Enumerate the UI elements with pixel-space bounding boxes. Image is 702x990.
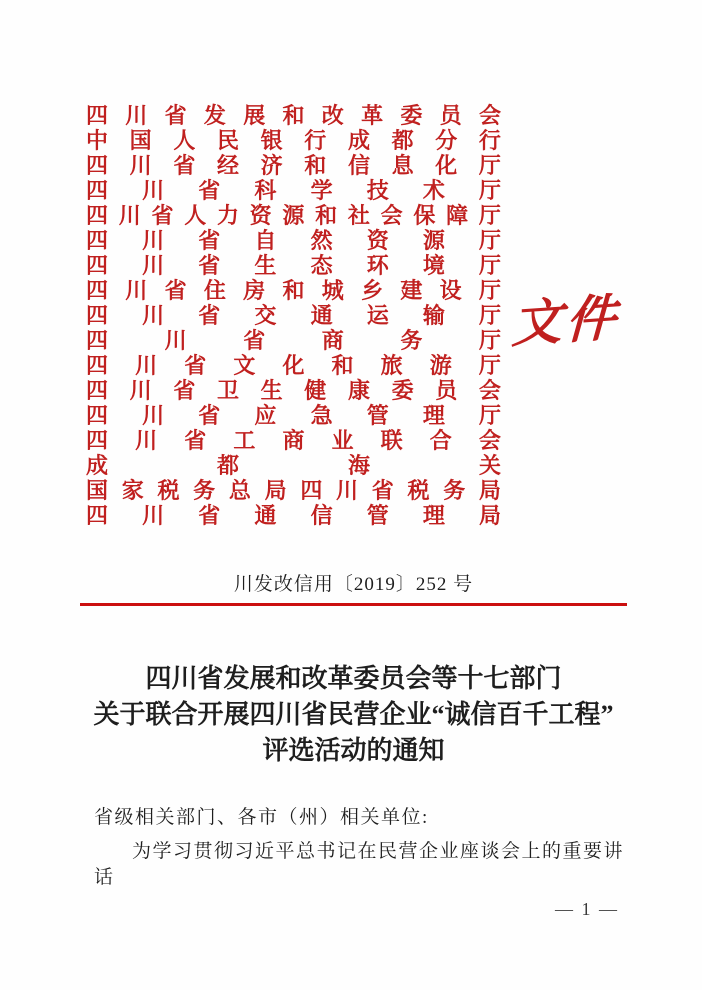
agency-row: 四 川 省 通 信 管 理 局 [86, 503, 501, 528]
agency-row: 四 川 省 人 力 资 源 和 社 会 保 障 厅 [86, 203, 501, 228]
title-line: 评选活动的通知 [262, 736, 445, 765]
red-divider-rule [80, 603, 627, 606]
title-line: 四川省发展和改革委员会等十七部门 [145, 664, 562, 693]
wenjian-mark: 文件 [511, 289, 621, 353]
agency-row: 四 川 省 文 化 和 旅 游 厅 [86, 353, 501, 378]
salutation-line: 省级相关部门、各市（州）相关单位: [94, 807, 429, 828]
document-number: 川发改信用〔2019〕252 号 [233, 574, 474, 595]
agency-row: 四 川 省 应 急 管 理 厅 [86, 403, 501, 428]
agency-row: 四 川 省 发 展 和 改 革 委 员 会 [86, 103, 501, 128]
agency-row: 四 川 省 工 商 业 联 合 会 [86, 428, 501, 453]
agency-row: 四 川 省 科 学 技 术 厅 [86, 178, 501, 203]
agency-row: 四 川 省 交 通 运 输 厅 [86, 303, 501, 328]
agency-row: 四 川 省 商 务 厅 [86, 328, 501, 353]
agency-row: 四 川 省 卫 生 健 康 委 员 会 [86, 378, 501, 403]
agency-list [86, 103, 501, 528]
agency-row: 四 川 省 住 房 和 城 乡 建 设 厅 [86, 278, 501, 303]
agency-row: 四 川 省 生 态 环 境 厅 [86, 253, 501, 278]
agency-row: 国 家 税 务 总 局 四 川 省 税 务 局 [86, 478, 501, 503]
agency-row: 四 川 省 经 济 和 信 息 化 厅 [86, 153, 501, 178]
page-number: — 1 — [555, 899, 619, 919]
agency-row: 成 都 海 关 [86, 453, 501, 478]
body-first-line: 为学习贯彻习近平总书记在民营企业座谈会上的重要讲话 [94, 841, 625, 888]
title-line: 关于联合开展四川省民营企业“诚信百千工程” [93, 700, 614, 729]
document-title [80, 661, 627, 769]
agency-row: 中 国 人 民 银 行 成 都 分 行 [86, 128, 501, 153]
agency-row: 四 川 省 自 然 资 源 厅 [86, 228, 501, 253]
